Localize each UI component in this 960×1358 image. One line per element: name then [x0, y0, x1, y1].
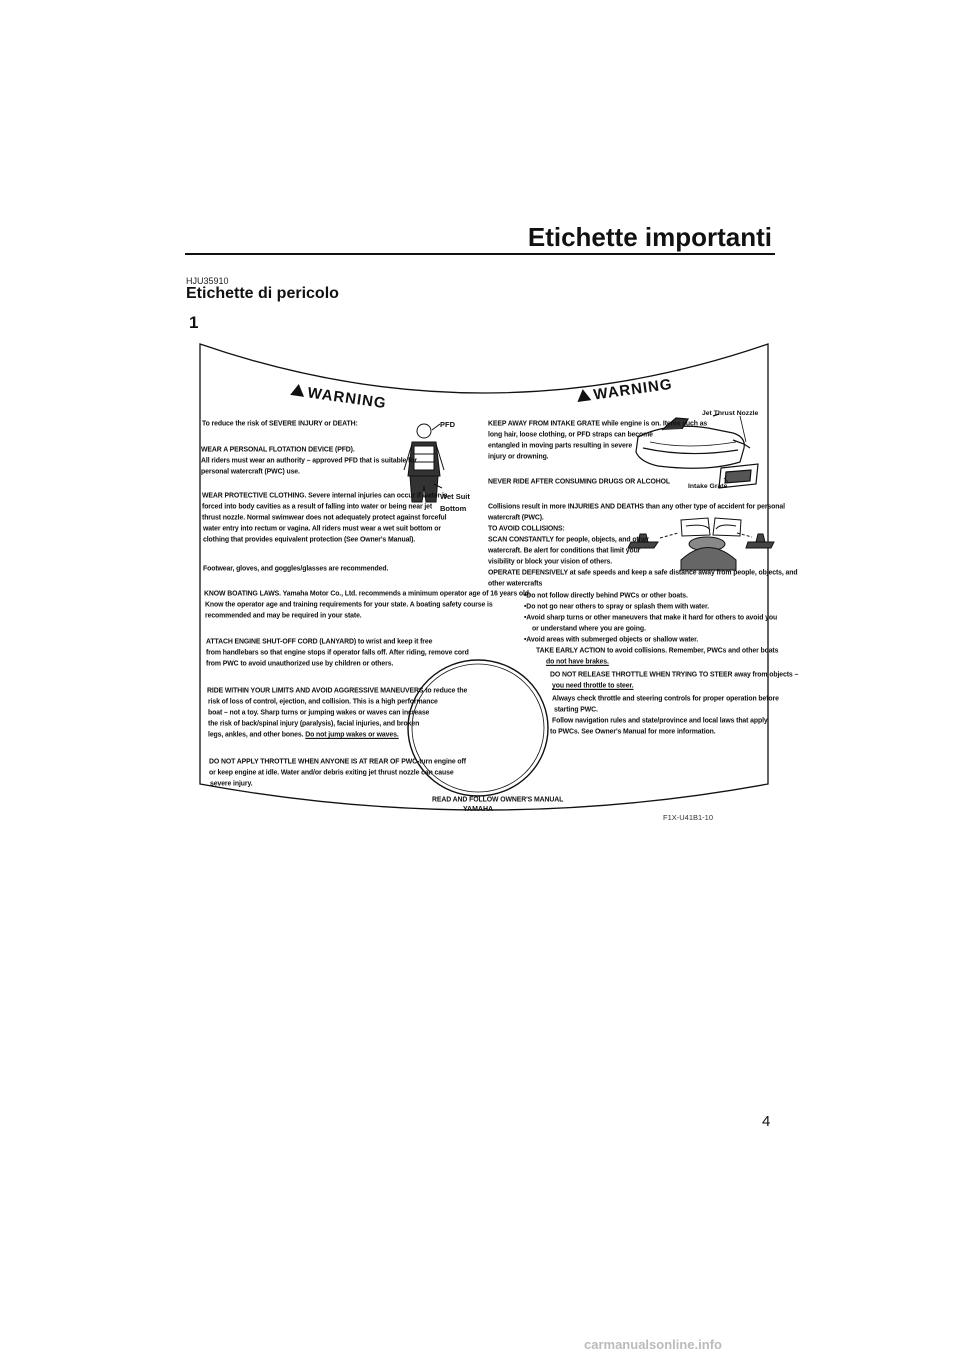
pfd-heading: WEAR A PERSONAL FLOTATION DEVICE (PFD). — [201, 446, 355, 454]
pfd-text-line2: All riders must wear an authority – approved PFD that is suitable for — [201, 457, 417, 465]
boating-laws-line3: recommended and may be required in your state. — [205, 612, 362, 620]
pfd-text-line3: personal watercraft (PWC) use. — [201, 468, 300, 476]
check-controls-line2: starting PWC. — [554, 706, 598, 714]
ride-limits-line1: RIDE WITHIN YOUR LIMITS AND AVOID AGGRESSIVE MANEUVERS to reduce the — [207, 687, 468, 695]
collisions-line2: watercraft (PWC). — [488, 514, 544, 522]
warning-word-left: WARNING — [306, 384, 388, 413]
intro-text: To reduce the risk of SEVERE INJURY or DEATH: — [202, 420, 358, 428]
intake-grate-line2: long hair, loose clothing, or PFD straps can become — [488, 431, 653, 439]
bullet-spray: •Do not go near others to spray or splash them with water. — [524, 603, 709, 611]
ride-limits-line2: risk of loss of control, ejection, and collision. This is a high performance — [208, 698, 438, 706]
wet-suit-callout-line1: Wet Suit — [440, 492, 470, 501]
ride-limits-line4: the risk of back/spinal injury (paralysis), facial injuries, and broken — [208, 720, 420, 728]
intake-grate-line3: entangled in moving parts resulting in severe — [488, 442, 633, 450]
footwear-text: Footwear, gloves, and goggles/glasses are recommended. — [203, 565, 389, 573]
throttle-rear-line3: severe injury. — [210, 780, 253, 788]
watermark: carmanualsonline.info — [584, 1337, 722, 1352]
bullet-submerged: •Avoid areas with submerged objects or shallow water. — [524, 636, 699, 644]
scan-line3: visibility or block your vision of others. — [488, 558, 613, 566]
ride-limits-line3: boat – not a toy. Sharp turns or jumping wakes or waves can increase — [208, 709, 430, 717]
intake-grate-line4: injury or drowning. — [488, 453, 549, 461]
scan-line1: SCAN CONSTANTLY for people, objects, and other — [488, 536, 650, 544]
read-owners-manual: READ AND FOLLOW OWNER'S MANUAL — [432, 796, 564, 804]
page-header-title: Etichette importanti — [527, 222, 772, 252]
figure-number: 1 — [189, 313, 199, 332]
boating-laws-line1: KNOW BOATING LAWS. Yamaha Motor Co., Ltd. recommends a minimum operator age of 16 years old. — [204, 590, 531, 598]
section-code: HJU35910 — [186, 276, 229, 286]
intake-grate-callout: Intake Grate — [688, 483, 728, 490]
scan-line2: watercraft. Be alert for conditions that limit your — [488, 547, 641, 555]
check-controls-line1: Always check throttle and steering controls for proper operation before — [552, 695, 779, 703]
collisions-line1: Collisions result in more INJURIES AND DEATHS than any other type of accident for personal — [488, 503, 785, 511]
bullet-sharp-turns-line2: or understand where you are going. — [532, 625, 646, 633]
header-rule — [185, 253, 775, 255]
intake-grate-line1: KEEP AWAY FROM INTAKE GRATE while engine is on. Items such as — [488, 420, 708, 428]
protective-clothing-line3: thrust nozzle. Normal swimwear does not adequately protect against forceful — [202, 514, 447, 522]
yamaha-brand: YAMAHA — [463, 806, 494, 813]
bullet-follow: •Do not follow directly behind PWCs or other boats. — [524, 592, 688, 600]
lanyard-line3: from PWC to avoid unauthorized use by children or others. — [206, 660, 394, 668]
protective-clothing-line2: forced into body cavities as a result of falling into water or being near jet — [202, 503, 433, 511]
navigation-rules-line2: to PWCs. See Owner's Manual for more information. — [550, 728, 716, 736]
page-number: 4 — [762, 1113, 771, 1130]
navigation-rules-line1: Follow navigation rules and state/province and local laws that apply — [552, 717, 768, 725]
steer-line1: DO NOT RELEASE THROTTLE WHEN TRYING TO STEER away from objects – — [550, 671, 799, 679]
figure-part-code: F1X-U41B1-10 — [663, 813, 714, 822]
warning-triangle-icon — [290, 383, 306, 397]
section-title: Etichette di pericolo — [186, 285, 339, 302]
lanyard-line1: ATTACH ENGINE SHUT-OFF CORD (LANYARD) to wrist and keep it free — [206, 638, 433, 646]
boating-laws-line2: Know the operator age and training requirements for your state. A boating safety course is — [205, 601, 493, 609]
pfd-callout: PFD — [440, 420, 455, 429]
throttle-rear-line2: or keep engine at idle. Water and/or debris exiting jet thrust nozzle can cause — [209, 769, 454, 777]
protective-clothing-line1: WEAR PROTECTIVE CLOTHING. Severe internal injuries can occur if water is — [202, 492, 448, 500]
bullet-sharp-turns-line1: •Avoid sharp turns or other maneuvers that make it hard for others to avoid you — [524, 614, 778, 622]
protective-clothing-line5: clothing that provides equivalent protection (See Owner's Manual). — [203, 536, 416, 544]
no-brakes-warning: do not have brakes. — [546, 658, 609, 666]
defensive-line1: OPERATE DEFENSIVELY at safe speeds and keep a safe distance away from people, objects, and — [488, 569, 798, 577]
throttle-rear-line1: DO NOT APPLY THROTTLE WHEN ANYONE IS AT REAR OF PWC-turn engine off — [209, 758, 466, 766]
defensive-line2: other watercrafts — [488, 580, 543, 588]
warning-label-illustration — [188, 330, 780, 830]
ride-limits-line5 — [208, 730, 399, 741]
collisions-heading: TO AVOID COLLISIONS: — [488, 525, 565, 533]
no-drugs-alcohol: NEVER RIDE AFTER CONSUMING DRUGS OR ALCOHOL — [488, 478, 671, 486]
warning-word-right: WARNING — [592, 375, 674, 404]
no-jump-warning: Do not jump wakes or waves. — [305, 731, 399, 739]
jet-thrust-nozzle-callout: Jet Thrust Nozzle — [702, 410, 759, 417]
throttle-to-steer: you need throttle to steer. — [552, 682, 634, 690]
protective-clothing-line4: water entry into rectum or vagina. All riders must wear a wet suit bottom or — [203, 525, 441, 533]
warning-triangle-icon — [576, 388, 592, 402]
early-action-line1: TAKE EARLY ACTION to avoid collisions. Remember, PWCs and other boats — [536, 647, 779, 655]
ride-limits-line5-text: legs, ankles, and other bones. — [208, 731, 304, 739]
wet-suit-callout-line2: Bottom — [440, 504, 467, 513]
lanyard-line2: from handlebars so that engine stops if operator falls off. After riding, remove cord — [206, 649, 469, 657]
